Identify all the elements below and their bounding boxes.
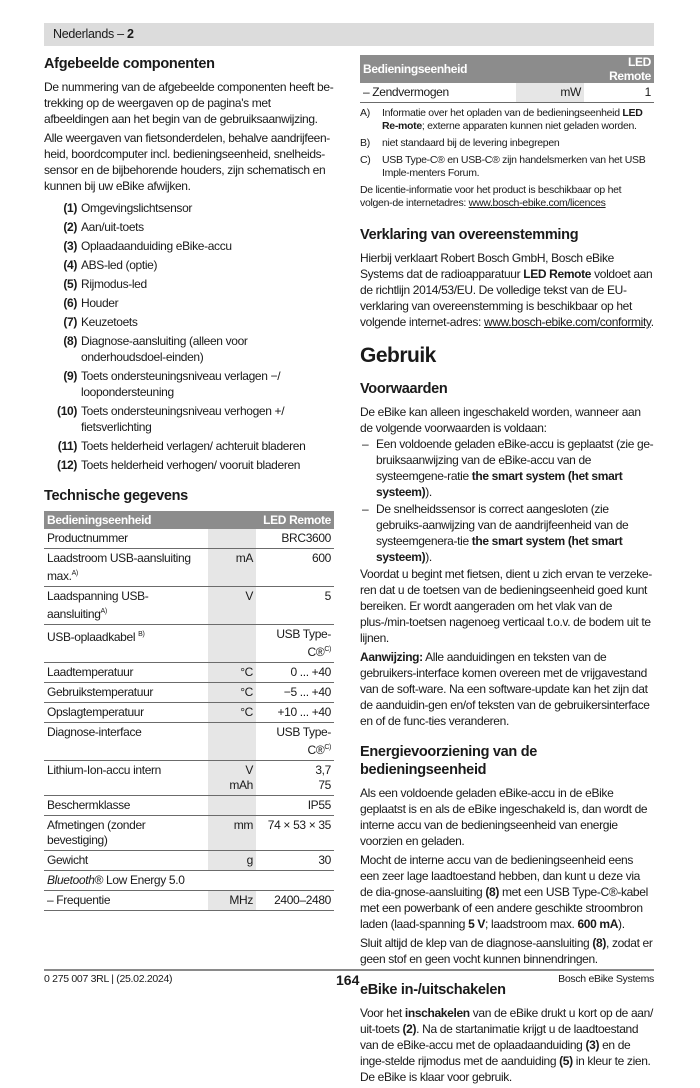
components-intro: De nummering van de afgebeelde componenten heeft be-trekking op de weergaven op de pagina's met afbeeldingen aan het begin van de gebruiksaanwijzing. — [44, 80, 334, 126]
table-row: Beschermklasse IP55 — [44, 796, 334, 816]
table-row: Diagnose-interface USB Type-C®$^{C)}$ — [44, 723, 334, 761]
tech-data-table — [44, 511, 334, 911]
table-header — [360, 55, 654, 83]
doc-reference: 0 275 007 3RL | (25.02.2024) — [44, 973, 173, 985]
footnote-b: B) niet standaard bij de levering inbegrepen — [360, 137, 560, 149]
language-label: Nederlands – 2 — [53, 27, 134, 41]
list-item: (9) Toets ondersteuningsniveau verlagen −/ loopondersteuning — [63, 369, 281, 399]
list-item: (10) Toets ondersteuningsniveau verhogen +/ fietsverlichting — [57, 404, 285, 434]
conditions-para: Voordat u begint met fietsen, dient u zich ervan te verzeke-ren dat u de toetsen van de bedieningseenheid goed kunt bereiken. Er wordt aangeraden om het vlak van de plus-/min-toetsen nagenoeg verticaal t.o.v. de bodem uit te lijnen. — [360, 567, 652, 645]
list-item: (1) Omgevingslichtsensor — [63, 201, 193, 215]
usage-heading: Gebruik — [360, 344, 436, 367]
footnote-a: A) Informatie over het opladen van de bedieningseenheid LED Re-mote; externe apparaten kunnen niet geladen worden. — [360, 107, 643, 132]
table-row: – Frequentie MHz 2400–2480 — [44, 891, 334, 911]
list-item: (5) Rijmodus-led — [63, 277, 147, 291]
conditions-heading: Voorwaarden — [360, 381, 448, 397]
license-link[interactable]: www.bosch-ebike.com/licences — [468, 197, 606, 209]
header-model: LED Remote — [584, 55, 654, 83]
condition-item: – De snelheidssensor is correct aangesloten (zie gebruiks-aanwijzing van de aandrijfeenheid van de systeemgenera-tie the smart system (het smart systeem)). — [362, 502, 629, 564]
conformity-text: Hierbij verklaart Robert Bosch GmbH, Bosch eBike Systems dat de radioapparatuur LED Remote voldoet aan de richtlijn 2014/53/EU. De volledige tekst van de EU-verklaring van overeenstemming is beschikbaar op het volgende internet-adres: www.bosch-ebike.com/conformity. — [360, 251, 654, 329]
components-note: Alle weergaven van fietsonderdelen, behalve aandrijfeen-heid, boordcomputer incl. bedieningseenheid, snelheids-sensor en de bijbehorende houders, zijn schematisch en kunnen bij uw eBike afwijken. — [44, 131, 330, 193]
table-row: Gebruikstemperatuur °C −5 ... +40 — [44, 683, 334, 703]
footer-divider — [44, 969, 654, 971]
table-header — [44, 511, 334, 529]
components-heading: Afgebeelde componenten — [44, 56, 215, 72]
conformity-link[interactable]: www.bosch-ebike.com/conformity — [484, 315, 651, 329]
language-header-bar — [44, 23, 654, 46]
left-column — [44, 55, 334, 911]
list-item: (11) Toets helderheid verlagen/ achteruit bladeren — [57, 439, 306, 453]
table-row: Lithium-Ion-accu intern V mAh 3,7 75 — [44, 761, 334, 796]
conformity-heading: Verklaring van overeenstemming — [360, 227, 579, 243]
header-device: Bedieningseenheid — [44, 511, 256, 529]
conditions-intro: De eBike kan alleen ingeschakeld worden, wanneer aan de volgende voorwaarden is voldaan: — [360, 405, 641, 435]
section-number: 2 — [126, 27, 134, 41]
table-row: Afmetingen (zonder bevestiging) mm 74 × 53 × 35 — [44, 816, 334, 851]
page-number: 164 — [336, 972, 360, 988]
table-row: Laadspanning USB-aansluiting$^{A)}$ V 5 — [44, 587, 334, 625]
brand-name: Bosch eBike Systems — [558, 973, 654, 985]
conditions-note: Aanwijzing: Alle aanduidingen en teksten van de gebruikers-interface komen overeen met de vrijgavestand van de soft-ware. Na een software-update kan het zijn dat de aanduidin-gen en/of teksten van de gebruikersinterface en of de func-ties veranderen. — [360, 650, 650, 728]
table-row: – Zendvermogen mW 1 — [360, 83, 654, 103]
components-list — [44, 200, 334, 473]
footnote-c: C) USB Type-C® en USB-C® zijn handelsmerken van het USB Imple-menters Forum. — [360, 154, 646, 179]
list-item: (2) Aan/uit-toets — [63, 220, 144, 234]
tech-data-heading: Technische gegevens — [44, 488, 188, 504]
header-device: Bedieningseenheid — [360, 55, 584, 83]
condition-item: – Een voldoende geladen eBike-accu is geplaatst (zie ge-bruiksaanwijzing van de eBike-accu van de systeemgene-ratie the smart system (het smart systeem)). — [362, 437, 654, 499]
energy-para3: Sluit altijd de klep van de diagnose-aansluiting (8), zodat er geen stof en geen vocht kunnen binnendringen. — [360, 936, 653, 966]
table-row: Bluetooth® Low Energy 5.0 — [44, 871, 334, 891]
license-info: De licentie-informatie voor het product is beschikbaar op het volgen-de internetadres: www.bosch-ebike.com/licences — [360, 184, 622, 209]
energy-para2: Mocht de interne accu van de bedieningseenheid eens een zeer lage laadtoestand hebben, dan kunt u deze via de dia-gnose-aansluiting (8) met een USB Type-C®-kabel met een powerbank of een andere geschikte stroombron laden (laad-spanning 5 V; laadstroom max. 600 mA). — [360, 853, 648, 931]
list-item: (6) Houder — [63, 296, 119, 310]
tech-data-table-continued — [360, 55, 654, 103]
onoff-heading: eBike in-/uitschakelen — [360, 982, 506, 998]
table-row: USB-oplaadkabel $^{B)}$ USB Type-C®$^{C)}$ — [44, 625, 334, 663]
onoff-text: Voor het inschakelen van de eBike drukt u kort op de aan/ uit-toets (2). Na de startanimatie krijgt u de laadtoestand van de eBike-accu met de oplaadaanduiding (3) en de inge-stelde rijmodus met de aanduiding (5) in kleur te zien. De eBike is klaar voor gebruik. — [360, 1006, 653, 1084]
energy-heading: Energievoorziening van de bedieningseenheid — [360, 744, 538, 778]
energy-para1: Als een voldoende geladen eBike-accu in de eBike geplaatst is en als de eBike ingeschakeld is, dan wordt de interne accu van de bedieningseenheid van energie voorzien en geladen. — [360, 786, 648, 848]
table-row: Laadtemperatuur °C 0 ... +40 — [44, 663, 334, 683]
list-item: (3) Oplaadaanduiding eBike-accu — [63, 239, 232, 253]
header-model: LED Remote — [256, 511, 334, 529]
table-row: Productnummer BRC3600 — [44, 529, 334, 549]
list-item: (4) ABS-led (optie) — [63, 258, 158, 272]
table-row: Laadstroom USB-aansluiting max.$^{A)}$ mA 600 — [44, 549, 334, 587]
list-item: (7) Keuzetoets — [63, 315, 138, 329]
table-row: Opslagtemperatuur °C +10 ... +40 — [44, 703, 334, 723]
list-item: (12) Toets helderheid verhogen/ vooruit bladeren — [57, 458, 301, 472]
list-item: (8) Diagnose-aansluiting (alleen voor onderhoudsdoel-einden) — [63, 334, 248, 364]
table-row: Gewicht g 30 — [44, 851, 334, 871]
right-column — [360, 55, 654, 1088]
